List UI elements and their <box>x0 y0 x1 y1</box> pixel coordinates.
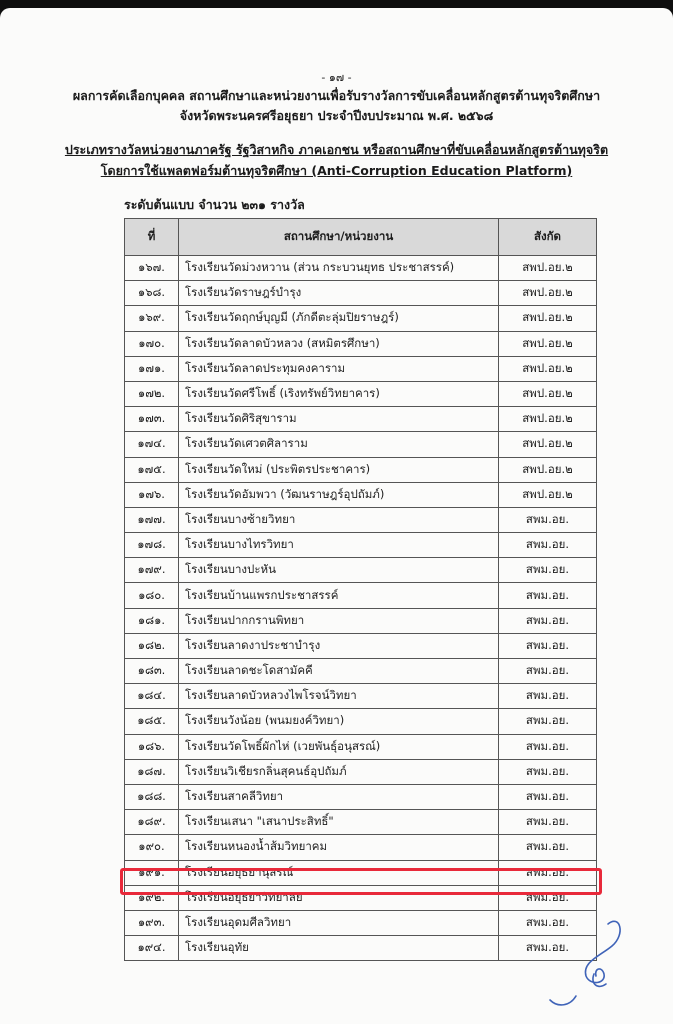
row-number: ๑๖๘. <box>125 281 179 306</box>
row-institution: โรงเรียนสาคลีวิทยา <box>179 784 499 809</box>
row-number: ๑๙๒. <box>125 885 179 910</box>
row-number: ๑๙๐. <box>125 835 179 860</box>
table-row <box>125 306 597 331</box>
table-row <box>125 432 597 457</box>
row-affiliation: สพป.อย.๒ <box>499 331 597 356</box>
row-institution: โรงเรียนอุดมศีลวิทยา <box>179 910 499 935</box>
row-number: ๑๘๒. <box>125 633 179 658</box>
award-category-line-2: โดยการใช้แพลตฟอร์มต้านทุจริตศึกษา (Anti-Corruption Education Platform) <box>100 163 573 178</box>
row-affiliation: สพม.อย. <box>499 885 597 910</box>
row-affiliation: สพม.อย. <box>499 835 597 860</box>
row-institution: โรงเรียนวัดม่วงหวาน (ส่วน กระบวนยุทธ ประชาสรรค์) <box>179 256 499 281</box>
row-number: ๑๗๙. <box>125 558 179 583</box>
row-affiliation: สพม.อย. <box>499 533 597 558</box>
page-number: - ๑๗ - <box>321 71 352 84</box>
row-institution: โรงเรียนลาดงาประชาบำรุง <box>179 633 499 658</box>
row-institution: โรงเรียนอยุธยาวิทยาลัย <box>179 885 499 910</box>
row-affiliation: สพป.อย.๒ <box>499 306 597 331</box>
row-institution: โรงเรียนวิเชียรกลิ่นสุคนธ์อุปถัมภ์ <box>179 759 499 784</box>
row-number: ๑๗๓. <box>125 407 179 432</box>
row-institution: โรงเรียนหนองน้ำส้มวิทยาคม <box>179 835 499 860</box>
row-institution: โรงเรียนวัดศรีโพธิ์ (เริงทรัพย์วิทยาคาร) <box>179 381 499 406</box>
row-number: ๑๗๗. <box>125 507 179 532</box>
document-title-line-1: ผลการคัดเลือกบุคคล สถานศึกษาและหน่วยงานเพื่อรับรางวัลการขับเคลื่อนหลักสูตรต้านทุจริตศึกษา <box>72 88 601 103</box>
row-affiliation: สพป.อย.๒ <box>499 407 597 432</box>
row-affiliation: สพม.อย. <box>499 910 597 935</box>
row-affiliation: สพป.อย.๒ <box>499 381 597 406</box>
row-number: ๑๗๘. <box>125 533 179 558</box>
row-institution: โรงเรียนอยุธยานุสรณ์ <box>179 860 499 885</box>
row-number: ๑๙๓. <box>125 910 179 935</box>
row-number: ๑๘๓. <box>125 659 179 684</box>
row-institution: โรงเรียนวัดเศวตศิลาราม <box>179 432 499 457</box>
row-affiliation: สพป.อย.๒ <box>499 356 597 381</box>
table-row <box>125 281 597 306</box>
row-affiliation: สพป.อย.๒ <box>499 482 597 507</box>
table-body <box>125 256 597 961</box>
row-institution: โรงเรียนบางปะหัน <box>179 558 499 583</box>
table-row <box>125 608 597 633</box>
table-row <box>125 533 597 558</box>
header-number: ที่ <box>125 219 179 256</box>
row-institution: โรงเรียนลาดชะโดสามัคคี <box>179 659 499 684</box>
row-affiliation: สพป.อย.๒ <box>499 281 597 306</box>
row-number: ๑๘๘. <box>125 784 179 809</box>
row-institution: โรงเรียนบางไทรวิทยา <box>179 533 499 558</box>
row-institution: โรงเรียนวัดลาดบัวหลวง (สหมิตรศึกษา) <box>179 331 499 356</box>
table-row <box>125 256 597 281</box>
table-row <box>125 759 597 784</box>
row-number: ๑๖๗. <box>125 256 179 281</box>
table-row <box>125 835 597 860</box>
table-header-row <box>125 219 597 256</box>
table-row <box>125 659 597 684</box>
signature-mark <box>520 904 630 1014</box>
row-institution: โรงเรียนวัดราษฎร์บำรุง <box>179 281 499 306</box>
row-affiliation: สพม.อย. <box>499 558 597 583</box>
row-affiliation: สพม.อย. <box>499 659 597 684</box>
row-affiliation: สพม.อย. <box>499 684 597 709</box>
table-row <box>125 684 597 709</box>
row-number: ๑๘๔. <box>125 684 179 709</box>
row-affiliation: สพป.อย.๒ <box>499 457 597 482</box>
document-page <box>0 8 673 1024</box>
row-affiliation: สพม.อย. <box>499 608 597 633</box>
table-row <box>125 381 597 406</box>
table-row <box>125 457 597 482</box>
row-affiliation: สพม.อย. <box>499 936 597 961</box>
table-row <box>125 482 597 507</box>
row-number: ๑๘๕. <box>125 709 179 734</box>
row-affiliation: สพม.อย. <box>499 633 597 658</box>
row-number: ๑๘๙. <box>125 810 179 835</box>
row-institution: โรงเรียนวัดโพธิ์ผักไห่ (เวยพันธุ์อนุสรณ์) <box>179 734 499 759</box>
row-institution: โรงเรียนวัดฤกษ์บุญมี (ภักดีตะลุ่มปิยราษฎร์) <box>179 306 499 331</box>
row-number: ๑๗๑. <box>125 356 179 381</box>
document-title-line-2: จังหวัดพระนครศรีอยุธยา ประจำปีงบประมาณ พ.ศ. ๒๕๖๘ <box>179 108 494 123</box>
row-number: ๑๙๑. <box>125 860 179 885</box>
row-institution: โรงเรียนอุทัย <box>179 936 499 961</box>
row-affiliation: สพม.อย. <box>499 810 597 835</box>
row-affiliation: สพม.อย. <box>499 759 597 784</box>
row-institution: โรงเรียนปากกรานพิทยา <box>179 608 499 633</box>
row-number: ๑๘๑. <box>125 608 179 633</box>
table-row <box>125 810 597 835</box>
award-level-label: ระดับต้นแบบ จำนวน ๒๓๑ รางวัล <box>124 197 305 212</box>
row-number: ๑๗๔. <box>125 432 179 457</box>
header-affiliation: สังกัด <box>499 219 597 256</box>
row-affiliation: สพม.อย. <box>499 583 597 608</box>
table-row <box>125 633 597 658</box>
table-row <box>125 784 597 809</box>
row-number: ๑๗๒. <box>125 381 179 406</box>
row-affiliation: สพม.อย. <box>499 734 597 759</box>
table-row <box>125 331 597 356</box>
row-institution: โรงเรียนวัดใหม่ (ประพิตรประชาคาร) <box>179 457 499 482</box>
row-affiliation: สพม.อย. <box>499 709 597 734</box>
row-institution: โรงเรียนบางซ้ายวิทยา <box>179 507 499 532</box>
header-institution: สถานศึกษา/หน่วยงาน <box>179 219 499 256</box>
row-number: ๑๘๐. <box>125 583 179 608</box>
award-table <box>124 218 597 961</box>
row-number: ๑๘๖. <box>125 734 179 759</box>
row-affiliation: สพป.อย.๒ <box>499 256 597 281</box>
row-affiliation: สพม.อย. <box>499 860 597 885</box>
row-number: ๑๗๕. <box>125 457 179 482</box>
highlight-box <box>120 868 602 895</box>
row-number: ๑๙๔. <box>125 936 179 961</box>
table-row <box>125 734 597 759</box>
table-row <box>125 558 597 583</box>
row-institution: โรงเรียนวัดศิริสุขาราม <box>179 407 499 432</box>
row-institution: โรงเรียนลาดบัวหลวงไพโรจน์วิทยา <box>179 684 499 709</box>
row-institution: โรงเรียนวัดลาดประทุมคงคาราม <box>179 356 499 381</box>
row-affiliation: สพป.อย.๒ <box>499 432 597 457</box>
row-institution: โรงเรียนบ้านแพรกประชาสรรค์ <box>179 583 499 608</box>
row-institution: โรงเรียนวัดอัมพวา (วัฒนราษฎร์อุปถัมภ์) <box>179 482 499 507</box>
table-row <box>125 507 597 532</box>
row-institution: โรงเรียนเสนา "เสนาประสิทธิ์" <box>179 810 499 835</box>
row-number: ๑๗๐. <box>125 331 179 356</box>
row-affiliation: สพม.อย. <box>499 507 597 532</box>
award-category-line-1: ประเภทรางวัลหน่วยงานภาครัฐ รัฐวิสาหกิจ ภาคเอกชน หรือสถานศึกษาที่ขับเคลื่อนหลักสูตรต้านทุจริต <box>64 142 609 157</box>
row-institution: โรงเรียนวังน้อย (พนมยงค์วิทยา) <box>179 709 499 734</box>
table-row <box>125 583 597 608</box>
table-row <box>125 356 597 381</box>
table-row <box>125 709 597 734</box>
table-row <box>125 407 597 432</box>
row-number: ๑๗๖. <box>125 482 179 507</box>
row-number: ๑๘๗. <box>125 759 179 784</box>
row-affiliation: สพม.อย. <box>499 784 597 809</box>
row-number: ๑๖๙. <box>125 306 179 331</box>
